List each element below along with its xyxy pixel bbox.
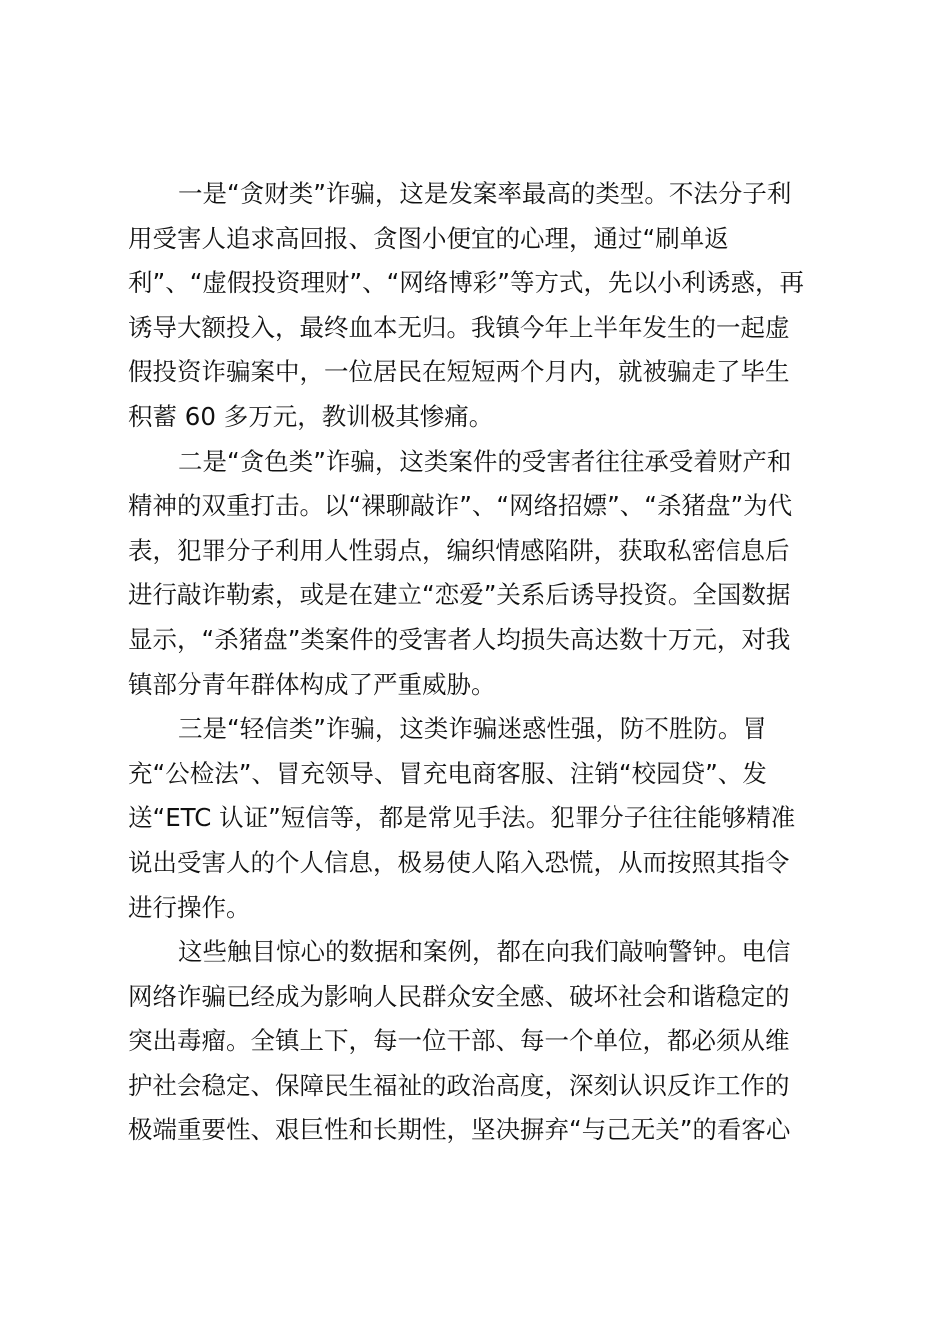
paragraph-romance-fraud bbox=[128, 440, 828, 708]
text-line: 用受害人追求高回报、贪图小便宜的心理，通过“刷单返 bbox=[128, 223, 729, 253]
text-line: 利”、“虚假投资理财”、“网络博彩”等方式，先以小利诱惑，再 bbox=[128, 268, 804, 298]
document-body bbox=[128, 172, 828, 1153]
text-line: 说出受害人的个人信息，极易使人陷入恐慌，从而按照其指令 bbox=[128, 847, 790, 877]
text-line: 假投资诈骗案中，一位居民在短短两个月内，就被骗走了毕生 bbox=[128, 357, 790, 387]
text-line: 突出毒瘤。全镇上下，每一位干部、每一个单位，都必须从维 bbox=[128, 1026, 790, 1056]
text-line: 这些触目惊心的数据和案例，都在向我们敲响警钟。电信 bbox=[178, 937, 791, 967]
text-line: 网络诈骗已经成为影响人民群众安全感、破坏社会和谐稳定的 bbox=[128, 981, 790, 1011]
text-line: 诱导大额投入，最终血本无归。我镇今年上半年发生的一起虚 bbox=[128, 312, 790, 342]
text-line: 镇部分青年群体构成了严重威胁。 bbox=[128, 669, 496, 699]
text-line: 极端重要性、艰巨性和长期性，坚决摒弃“与己无关”的看客心 bbox=[128, 1115, 791, 1145]
text-line: 三是“轻信类”诈骗，这类诈骗迷惑性强，防不胜防。冒 bbox=[178, 714, 767, 744]
text-line: 护社会稳定、保障民生福祉的政治高度，深刻认识反诈工作的 bbox=[128, 1070, 790, 1100]
paragraph-greed-fraud bbox=[128, 172, 828, 440]
text-line: 送“ETC 认证”短信等，都是常见手法。犯罪分子往往能够精准 bbox=[128, 803, 796, 833]
text-line: 积蓄 60 多万元，教训极其惨痛。 bbox=[128, 401, 494, 431]
text-line: 一是“贪财类”诈骗，这是发案率最高的类型。不法分子利 bbox=[178, 179, 792, 208]
text-line: 精神的双重打击。以“裸聊敲诈”、“网络招嫖”、“杀猪盘”为代 bbox=[128, 491, 793, 521]
text-line: 充“公检法”、冒充领导、冒充电商客服、注销“校园贷”、发 bbox=[128, 758, 767, 788]
text-line: 表，犯罪分子利用人性弱点，编织情感陷阱，获取私密信息后 bbox=[128, 535, 790, 565]
paragraph-warning bbox=[128, 930, 828, 1153]
text-line: 二是“贪色类”诈骗，这类案件的受害者往往承受着财产和 bbox=[178, 446, 792, 476]
text-line: 显示，“杀猪盘”类案件的受害者人均损失高达数十万元，对我 bbox=[128, 624, 791, 654]
paragraph-credulity-fraud bbox=[128, 707, 828, 930]
text-line: 进行敲诈勒索，或是在建立“恋爱”关系后诱导投资。全国数据 bbox=[128, 580, 791, 610]
text-line: 进行操作。 bbox=[128, 892, 251, 922]
